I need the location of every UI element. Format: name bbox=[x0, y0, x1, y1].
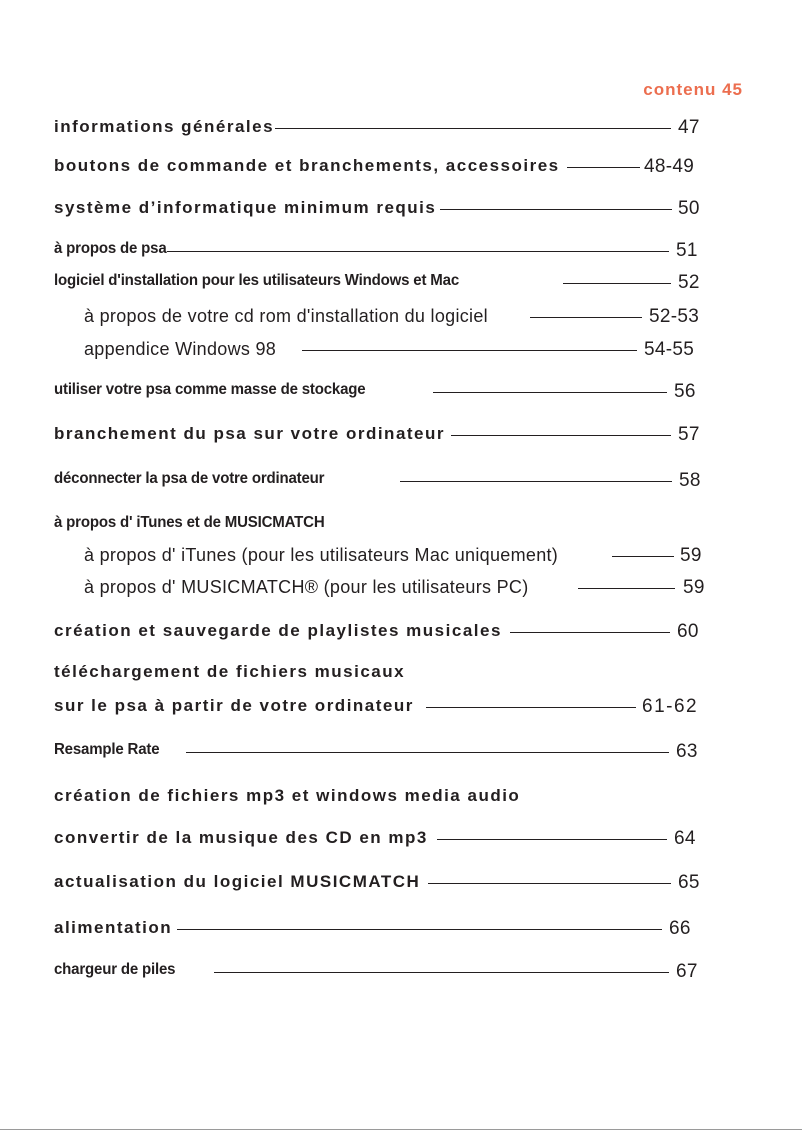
leader-line bbox=[437, 839, 667, 840]
leader-line bbox=[186, 752, 669, 753]
leader-line bbox=[433, 392, 667, 393]
toc-entry-title: actualisation du logiciel MUSICMATCH bbox=[54, 872, 421, 891]
leader-line bbox=[530, 317, 642, 318]
leader-line bbox=[426, 707, 636, 708]
toc-entry-title: création et sauvegarde de playlistes musicales bbox=[54, 621, 502, 640]
toc-entry-page: 67 bbox=[676, 961, 698, 982]
toc-entry-title: branchement du psa sur votre ordinateur bbox=[54, 424, 446, 443]
page-header bbox=[643, 80, 743, 100]
toc-entry-page: 57 bbox=[678, 424, 700, 445]
leader-line bbox=[563, 283, 671, 284]
toc-entry-title: boutons de commande et branchements, accessoires bbox=[54, 156, 560, 175]
leader-line bbox=[451, 435, 671, 436]
toc-section-title: téléchargement de fichiers musicaux bbox=[54, 662, 406, 681]
toc-entry-page: 58 bbox=[679, 470, 701, 491]
toc-entry-title: utiliser votre psa comme masse de stockage bbox=[54, 381, 366, 398]
header-label: contenu bbox=[643, 80, 717, 99]
leader-line bbox=[428, 883, 671, 884]
leader-line bbox=[302, 350, 637, 351]
toc-entry-title: chargeur de piles bbox=[54, 961, 176, 978]
toc-entry-title: convertir de la musique des CD en mp3 bbox=[54, 828, 428, 847]
toc-entry-page: 52 bbox=[678, 272, 700, 293]
toc-entry-page: 51 bbox=[676, 240, 698, 261]
toc-subentry-title: à propos de votre cd rom d'installation du logiciel bbox=[84, 306, 488, 326]
leader-line bbox=[440, 209, 672, 210]
leader-line bbox=[177, 929, 662, 930]
leader-line bbox=[400, 481, 672, 482]
leader-line bbox=[275, 128, 671, 129]
toc-subentry-page: 54-55 bbox=[644, 339, 695, 360]
toc-entry-title: système d’informatique minimum requis bbox=[54, 198, 437, 217]
toc-entry-title: logiciel d'installation pour les utilisateurs Windows et Mac bbox=[54, 272, 460, 289]
toc-entry-page: 48-49 bbox=[644, 156, 695, 177]
toc-section-title: création de fichiers mp3 et windows media audio bbox=[54, 786, 521, 805]
leader-line bbox=[214, 972, 669, 973]
toc-subentry-title: à propos d' iTunes (pour les utilisateurs Mac uniquement) bbox=[84, 545, 559, 565]
toc-entry-page: 65 bbox=[678, 872, 700, 893]
toc-entry-title: alimentation bbox=[54, 918, 173, 937]
toc-entry-page: 50 bbox=[678, 198, 700, 219]
toc-subentry-page: 59 bbox=[683, 577, 705, 598]
leader-line bbox=[510, 632, 670, 633]
toc-entry-title: à propos de psa bbox=[54, 240, 167, 257]
toc-entry-page: 66 bbox=[669, 918, 691, 939]
leader-line bbox=[612, 556, 674, 557]
toc-subentry-title: appendice Windows 98 bbox=[84, 339, 277, 359]
leader-line bbox=[167, 251, 669, 252]
toc-subentry-page: 52-53 bbox=[649, 306, 700, 327]
toc-entry-page: 47 bbox=[678, 117, 700, 138]
toc-entry-title: informations générales bbox=[54, 117, 275, 136]
toc-entry-page: 56 bbox=[674, 381, 696, 402]
toc-entry-title: déconnecter la psa de votre ordinateur bbox=[54, 470, 325, 487]
toc-subentry-page: 59 bbox=[680, 545, 702, 566]
toc-entry-title: sur le psa à partir de votre ordinateur bbox=[54, 696, 414, 715]
header-page-number: 45 bbox=[722, 80, 743, 99]
toc-entry-page: 63 bbox=[676, 741, 698, 762]
leader-line bbox=[578, 588, 675, 589]
toc-section-title: à propos d' iTunes et de MUSICMATCH bbox=[54, 514, 325, 531]
toc-entry-title: Resample Rate bbox=[54, 741, 160, 758]
bottom-divider bbox=[0, 1129, 802, 1130]
toc-subentry-title: à propos d' MUSICMATCH® (pour les utilisateurs PC) bbox=[84, 577, 529, 597]
toc-entry-page: 64 bbox=[674, 828, 696, 849]
leader-line bbox=[567, 167, 640, 168]
toc-entry-page: 61-62 bbox=[642, 696, 699, 717]
toc-entry-page: 60 bbox=[677, 621, 699, 642]
